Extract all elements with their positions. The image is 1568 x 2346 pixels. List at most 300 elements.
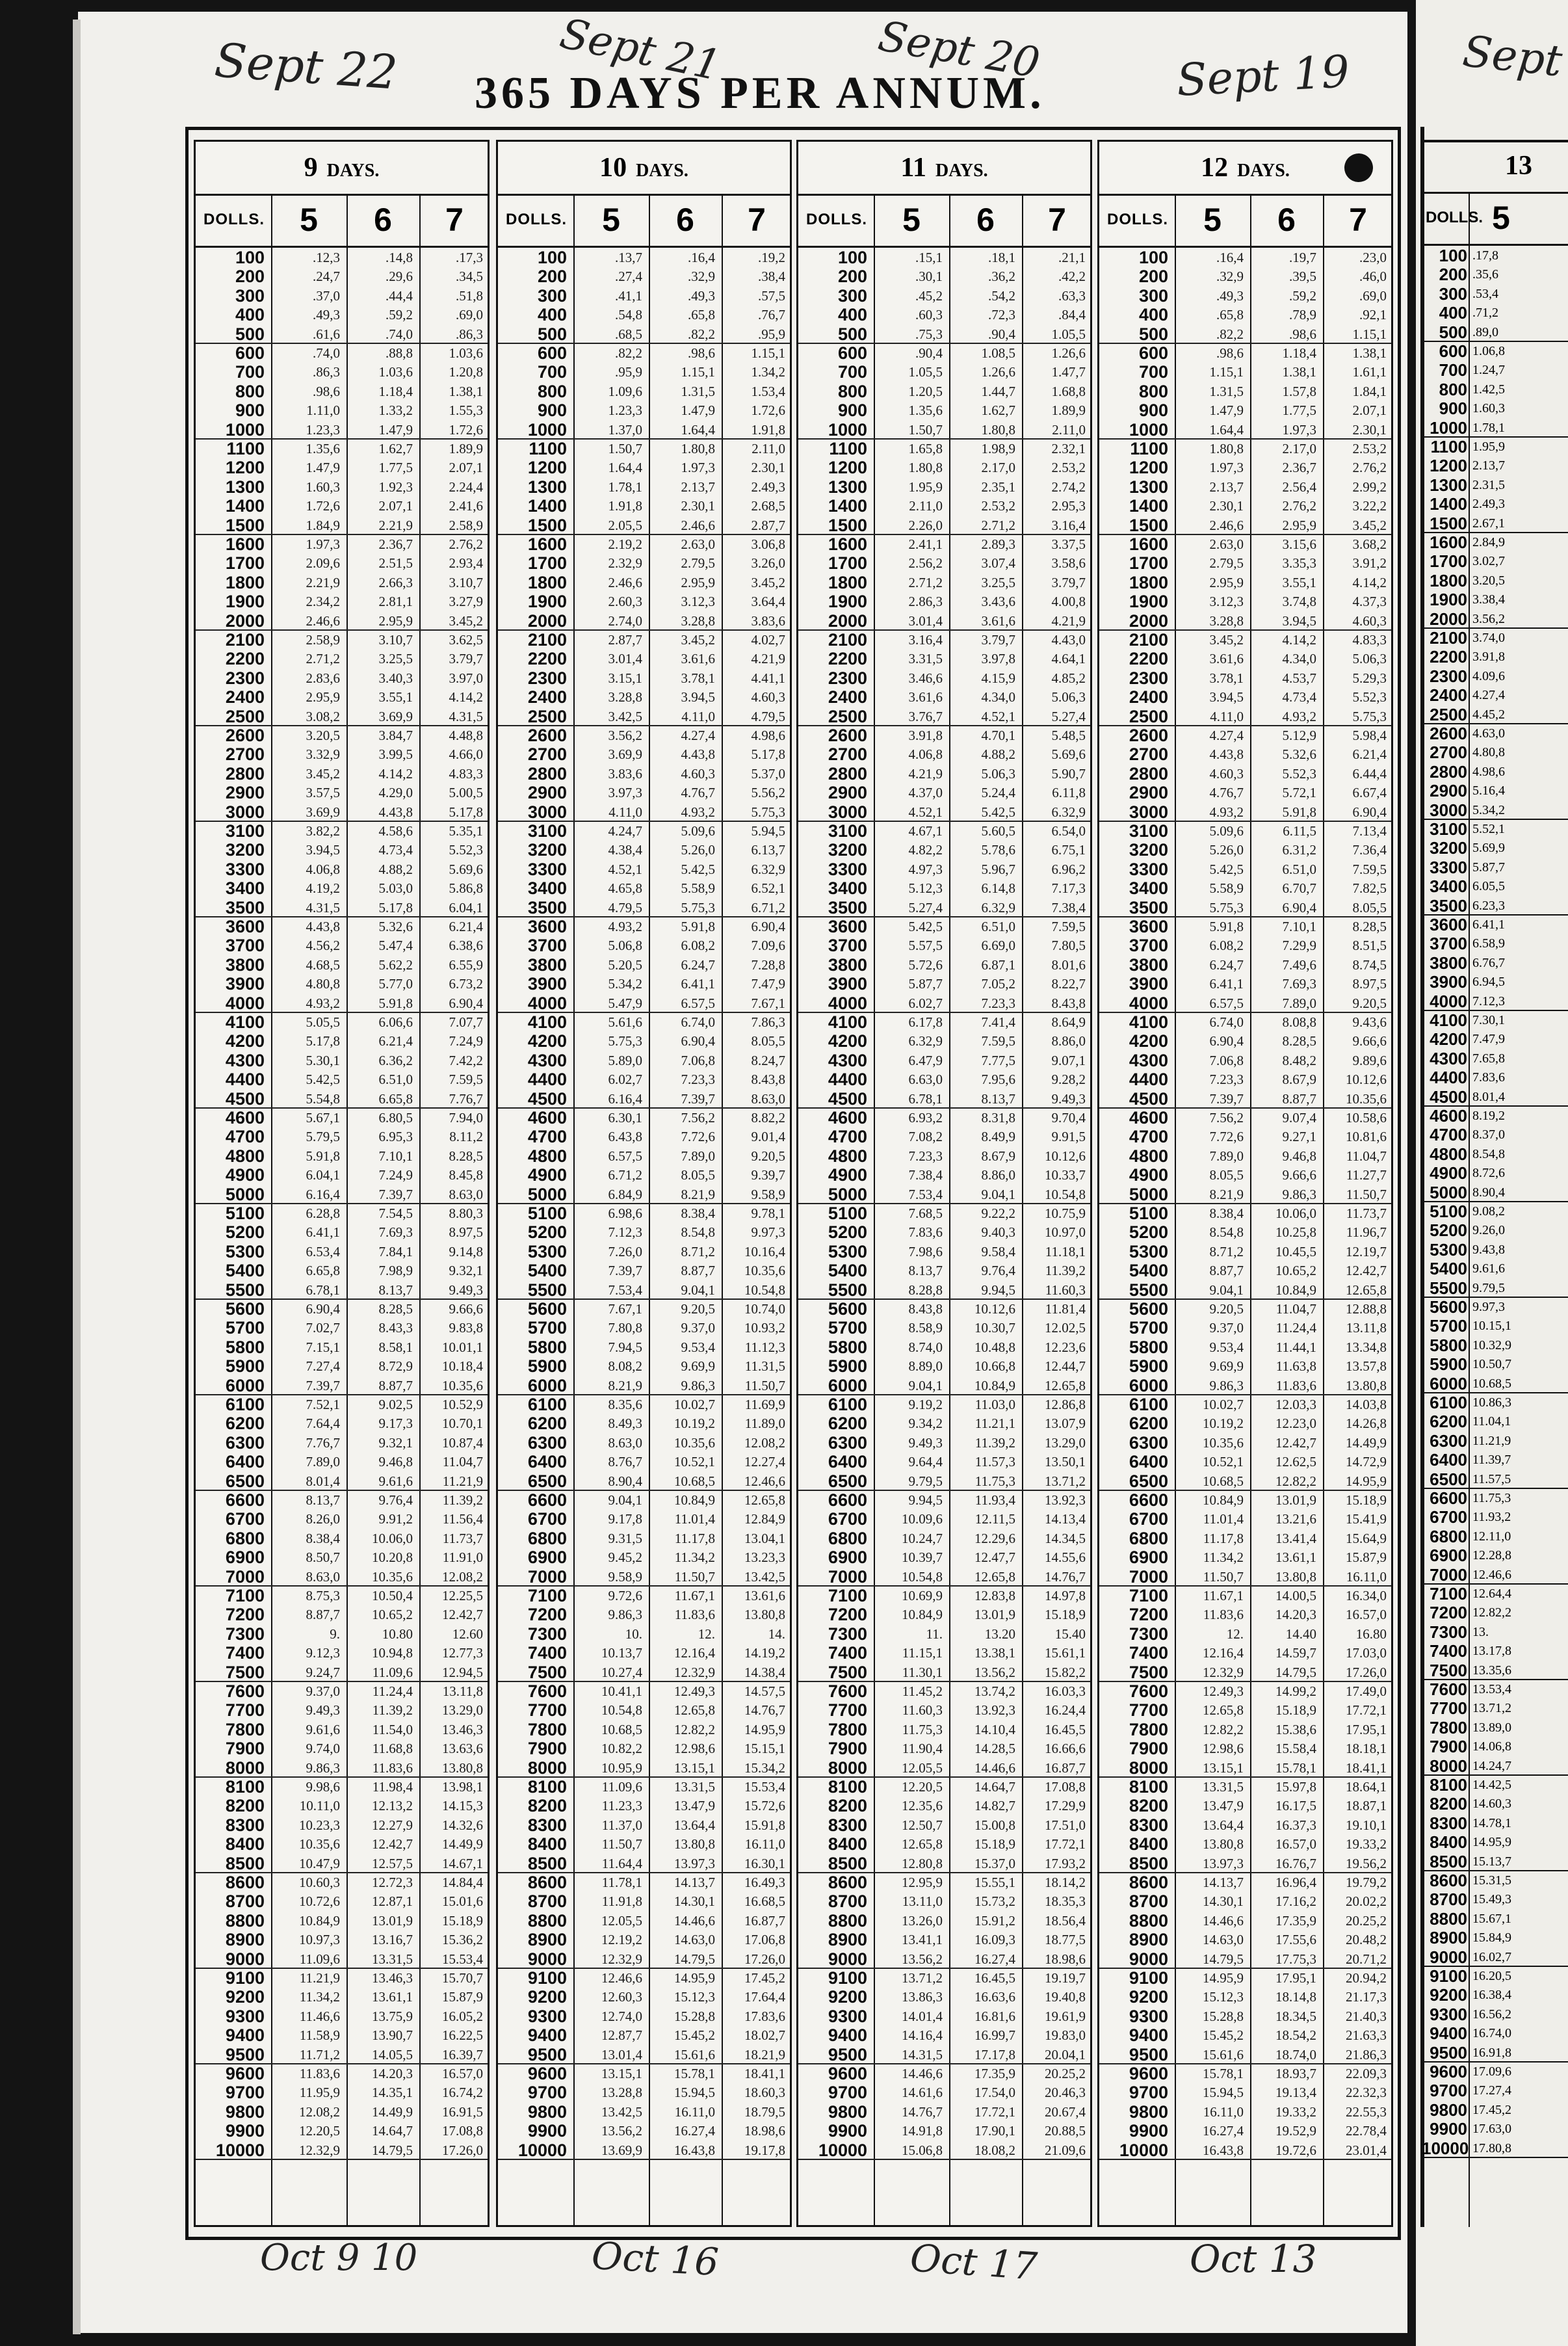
table-row [1099, 287, 1391, 306]
table-row [498, 1720, 790, 1739]
table-row [798, 2103, 1090, 2122]
interest-value: 1.09,6 [608, 383, 642, 399]
interest-value: 2.87,7 [608, 632, 642, 648]
dollar-amount: 9000 [828, 1949, 867, 1969]
dollar-amount: 6100 [527, 1395, 567, 1414]
interest-value: 17.93,2 [1045, 1855, 1086, 1871]
dollar-amount: 9300 [828, 2006, 867, 2026]
handwritten-note-bottom-3: Oct 17 [908, 2235, 1039, 2289]
interest-value: 2.74,0 [608, 613, 642, 629]
table-row [498, 1854, 790, 1873]
table-row [1099, 1414, 1391, 1433]
table-row [498, 669, 790, 688]
interest-value: 1.72,6 [751, 402, 785, 419]
interest-value: 6.32,9 [751, 861, 785, 877]
interest-value: 8.24,7 [751, 1052, 785, 1068]
interest-value: 10.33,7 [1045, 1167, 1086, 1183]
interest-value: .19,2 [758, 250, 785, 265]
dollar-amount: 3100 [225, 821, 265, 841]
interest-value: 11.93,2 [1472, 1510, 1511, 1525]
interest-value: 5.75,3 [1352, 708, 1387, 724]
interest-value: 5.75,3 [608, 1033, 642, 1049]
interest-value: 3.79,7 [981, 632, 1015, 648]
interest-value: 19.61,9 [1045, 2008, 1086, 2024]
interest-value: 11.24,4 [372, 1683, 413, 1699]
dollar-amount: 6800 [527, 1528, 567, 1548]
interest-value: 13.97,3 [1203, 1855, 1244, 1871]
dollar-amount: 7900 [828, 1739, 867, 1759]
interest-value: 8.54,8 [1209, 1224, 1244, 1241]
interest-value: 5.27,4 [1051, 708, 1086, 724]
dollar-amount: 4600 [225, 1108, 265, 1127]
interest-value: 2.11,0 [751, 441, 785, 456]
table-row [196, 1663, 488, 1682]
dollar-amount: 6400 [527, 1452, 567, 1472]
interest-value: 4.65,8 [608, 880, 642, 897]
table-row [1099, 2007, 1391, 2026]
interest-value: 9.74,0 [306, 1741, 340, 1757]
dollar-amount: 4400 [1430, 1068, 1467, 1088]
table-row [498, 899, 790, 917]
interest-value: 9.20,5 [1209, 1301, 1244, 1317]
dollar-amount: 8700 [828, 1891, 867, 1912]
interest-value: .23,0 [1359, 250, 1387, 265]
dollar-amount: 6000 [1129, 1375, 1168, 1395]
interest-value: 15.91,8 [744, 1817, 785, 1833]
interest-value: 1.26,6 [1051, 345, 1086, 361]
interest-value: 14.67,1 [442, 1855, 483, 1871]
interest-value: 4.83,3 [1352, 632, 1387, 648]
table-row [798, 573, 1090, 592]
table-row [1099, 765, 1391, 784]
dollar-amount: 9900 [527, 2121, 567, 2141]
interest-value: 2.30,1 [751, 460, 785, 476]
interest-value: 16.03,3 [1045, 1683, 1086, 1699]
table-row [196, 1319, 488, 1338]
interest-value: 8.45,8 [449, 1167, 483, 1183]
interest-value: 2.21,9 [306, 574, 340, 590]
table-row [1099, 1739, 1391, 1758]
interest-value: 7.23,3 [908, 1148, 943, 1164]
dollar-amount: 7900 [1129, 1739, 1168, 1759]
dollar-amount: 6700 [1430, 1507, 1467, 1527]
dollar-amount: 8500 [225, 1853, 265, 1873]
dollar-amount: 1900 [1430, 590, 1467, 610]
interest-value: 11.21,9 [299, 1970, 340, 1986]
interest-value: 6.63,0 [908, 1072, 943, 1088]
interest-value: 12.19,2 [601, 1932, 642, 1948]
table-row [196, 612, 488, 631]
interest-value: .60,3 [915, 307, 943, 323]
interest-value: 7.65,8 [1472, 1051, 1505, 1066]
interest-value: .46,0 [1359, 269, 1387, 285]
days-number: 12 [1201, 153, 1229, 183]
interest-value: 11.50,7 [601, 1836, 642, 1852]
interest-value: 17.83,6 [744, 2008, 785, 2024]
interest-value: 13.15,1 [674, 1760, 715, 1776]
interest-value: 1.34,2 [751, 364, 785, 380]
dollar-amount: 7500 [1430, 1660, 1467, 1680]
interest-value: 14.95,9 [1346, 1473, 1387, 1489]
interest-value: 6.32,9 [908, 1033, 943, 1049]
interest-value: 4.80,8 [306, 976, 340, 992]
table-row [798, 267, 1090, 286]
interest-value: 10.19,2 [1203, 1416, 1244, 1432]
interest-value: 5.30,1 [306, 1052, 340, 1068]
interest-value: 15.78,1 [1203, 2066, 1244, 2081]
interest-value: 6.02,7 [908, 995, 943, 1011]
dollar-amount: 2300 [1129, 668, 1168, 688]
interest-value: 11.01,4 [1203, 1511, 1244, 1527]
dollar-amount: 6800 [1129, 1528, 1168, 1548]
dollar-amount: 6100 [225, 1395, 265, 1414]
dollar-amount: 7900 [225, 1739, 265, 1759]
dollar-amount: 100 [235, 248, 265, 267]
dollar-amount: 6400 [828, 1452, 867, 1472]
dollar-amount: 8400 [1129, 1834, 1168, 1854]
interest-value: 14.20,3 [1275, 1607, 1316, 1623]
dollar-amount: 10000 [517, 2140, 567, 2160]
interest-value: 12.44,7 [1045, 1358, 1086, 1375]
interest-value: 2.53,2 [1051, 460, 1086, 476]
dollar-amount: 9800 [225, 2102, 265, 2122]
dollar-amount: 2800 [828, 763, 867, 784]
table-row [1099, 631, 1391, 650]
interest-value: 17.26,0 [744, 1951, 785, 1967]
interest-value: 12.57,5 [372, 1855, 413, 1871]
table-row [798, 1605, 1090, 1624]
table-row [798, 1453, 1090, 1471]
interest-value: 4.56,2 [306, 938, 340, 954]
interest-value: 6.90,4 [1209, 1033, 1244, 1049]
interest-value: .17,3 [456, 250, 483, 265]
dollar-amount: 500 [235, 324, 265, 344]
table-row [196, 1261, 488, 1280]
interest-value: 8.13,7 [306, 1492, 340, 1508]
dollar-amount: 4800 [1129, 1146, 1168, 1166]
rate-column-header: 6 [976, 202, 995, 238]
interest-value: 3.37,5 [1051, 536, 1086, 552]
dollar-amount: 9100 [527, 1968, 567, 1988]
table-row [196, 325, 488, 344]
dollar-amount: 8800 [1430, 1908, 1467, 1929]
interest-value: 2.34,2 [306, 594, 340, 610]
dollar-amount: 5400 [527, 1261, 567, 1281]
interest-value: 11.60,3 [902, 1702, 943, 1719]
dollar-amount: 6900 [1129, 1548, 1168, 1568]
interest-value: 15.58,4 [1275, 1741, 1316, 1757]
table-row [196, 1548, 488, 1567]
table-row [196, 745, 488, 764]
interest-value: 13.64,4 [1203, 1817, 1244, 1833]
interest-value: 4.27,4 [1472, 688, 1505, 703]
dollar-amount: 2400 [1129, 687, 1168, 707]
dollar-amount: 5600 [1430, 1297, 1467, 1317]
interest-value: 17.35,9 [974, 2066, 1015, 2081]
table-row [498, 1873, 790, 1892]
interest-value: 3.56,2 [1472, 611, 1505, 626]
dollar-amount: 4200 [1129, 1031, 1168, 1051]
dollar-amount: 9500 [225, 2044, 265, 2064]
interest-value: 16.57,0 [1275, 1836, 1316, 1852]
dollar-amount: 5800 [225, 1337, 265, 1357]
dollar-amount: 1900 [1129, 592, 1168, 612]
table-row [798, 1090, 1090, 1109]
interest-value: 9.37,0 [681, 1320, 715, 1336]
interest-value: 12.86,8 [1045, 1397, 1086, 1412]
interest-value: 2.07,1 [1352, 402, 1387, 419]
interest-value: 2.36,7 [1282, 460, 1316, 476]
dollar-amount: 600 [537, 343, 567, 363]
interest-value: 1.89,9 [449, 441, 483, 456]
dollar-amount: 3500 [1430, 895, 1467, 916]
interest-value: 7.39,7 [306, 1377, 340, 1393]
interest-value: 18.74,0 [1275, 2046, 1316, 2063]
interest-value: 2.35,1 [981, 479, 1015, 495]
interest-value: 12.25,5 [442, 1588, 483, 1603]
interest-value: 6.90,4 [449, 995, 483, 1011]
dollar-amount: 4200 [1430, 1029, 1467, 1049]
table-row [798, 363, 1090, 382]
interest-value: 2.46,6 [1209, 517, 1244, 533]
interest-value: 14.57,5 [744, 1683, 785, 1699]
interest-value: 5.87,7 [908, 976, 943, 992]
table-row [798, 1395, 1090, 1414]
table-row [798, 899, 1090, 917]
interest-value: 8.97,5 [1352, 976, 1387, 992]
dollar-amount: 5900 [527, 1356, 567, 1377]
interest-value: 2.13,7 [681, 479, 715, 495]
interest-value: 13.46,3 [372, 1970, 413, 1986]
dollar-amount: 4900 [527, 1165, 567, 1185]
table-row [1099, 612, 1391, 631]
interest-value: 3.84,7 [378, 728, 413, 743]
interest-value: .32,9 [1216, 269, 1244, 285]
interest-value: 1.98,9 [981, 441, 1015, 456]
interest-value: 7.28,8 [751, 956, 785, 973]
table-row [798, 784, 1090, 802]
dollar-amount: 1200 [828, 458, 867, 478]
table-row [498, 1281, 790, 1300]
interest-value: 2.11,0 [1052, 421, 1086, 438]
dollar-amount: 7500 [828, 1662, 867, 1682]
interest-value: 3.62,5 [449, 632, 483, 648]
interest-value: 7.69,3 [378, 1224, 413, 1241]
interest-value: 4.60,3 [1352, 613, 1387, 629]
interest-value: 1.23,3 [306, 421, 340, 438]
interest-value: 15.00,8 [974, 1817, 1015, 1833]
dollar-amount: 5900 [1430, 1354, 1467, 1375]
interest-value: 5.47,4 [378, 938, 413, 954]
interest-value: 12.49,3 [1203, 1683, 1244, 1699]
interest-value: 16.87,7 [1045, 1760, 1086, 1776]
interest-value: 7.38,4 [1051, 899, 1086, 916]
dollar-amount: 9000 [1430, 1947, 1467, 1967]
interest-value: 2.07,1 [449, 460, 483, 476]
dollar-amount: 8000 [527, 1758, 567, 1778]
interest-value: 9.27,1 [1282, 1129, 1316, 1145]
table-row [196, 688, 488, 707]
interest-value: 8.35,6 [608, 1397, 642, 1412]
dollar-amount: 9600 [225, 2064, 265, 2083]
interest-value: 13.46,3 [442, 1721, 483, 1737]
interest-value: 10.84,9 [1275, 1282, 1316, 1298]
interest-value: 12.49,3 [674, 1683, 715, 1699]
dollar-amount: 1800 [1430, 570, 1467, 590]
dollar-amount: 400 [537, 305, 567, 325]
table-row [1099, 1988, 1391, 2007]
interest-value: 16.76,7 [1275, 1855, 1316, 1871]
interest-value: 11.39,2 [442, 1492, 483, 1508]
interest-value: 2.66,3 [378, 574, 413, 590]
table-row [1099, 784, 1391, 802]
interest-value: 4.58,6 [378, 823, 413, 839]
interest-value: 10.69,9 [902, 1588, 943, 1603]
dollar-amount: 1400 [828, 496, 867, 516]
dollar-amount: 6500 [828, 1471, 867, 1491]
interest-value: 16.11,0 [744, 1836, 785, 1852]
interest-value: 12.42,7 [372, 1836, 413, 1852]
interest-value: 9.37,0 [306, 1683, 340, 1699]
interest-value: 4.06,8 [908, 746, 943, 763]
rule-line [1420, 140, 1568, 142]
interest-value: .63,3 [1058, 287, 1086, 304]
interest-value: 12.29,6 [974, 1530, 1015, 1546]
table-row [498, 535, 790, 554]
interest-value: 10.97,3 [299, 1932, 340, 1948]
interest-value: 2.56,2 [908, 555, 943, 572]
table-row [196, 382, 488, 401]
interest-value: 9.89,6 [1352, 1052, 1387, 1068]
interest-value: 9.58,9 [608, 1568, 642, 1585]
interest-value: 16.11,0 [1203, 2103, 1244, 2120]
table-row [196, 2122, 488, 2141]
interest-value: 12.80,8 [902, 1855, 943, 1871]
interest-value: 9.04,1 [608, 1492, 642, 1508]
interest-value: 10.68,5 [674, 1473, 715, 1489]
table-row [498, 1453, 790, 1471]
dollar-amount: 4500 [828, 1088, 867, 1109]
days-number: 10 [599, 153, 627, 183]
interest-value: 4.63,0 [1472, 726, 1505, 741]
interest-value: 9. [330, 1626, 340, 1642]
interest-value: 7.84,1 [378, 1243, 413, 1259]
interest-value: 9.97,3 [1472, 1300, 1505, 1314]
interest-value: 8.26,0 [306, 1511, 340, 1527]
interest-value: 9.86,3 [608, 1607, 642, 1623]
dollar-amount: 8800 [828, 1910, 867, 1931]
interest-value: 13.35,6 [1472, 1663, 1511, 1678]
interest-value: 6.51,0 [1282, 861, 1316, 877]
interest-value: 13.31,5 [674, 1779, 715, 1795]
dollar-amount: 700 [537, 362, 567, 382]
interest-value: 15.36,2 [442, 1932, 483, 1948]
interest-value: 13.28,8 [601, 2085, 642, 2101]
interest-value: 3.45,2 [681, 632, 715, 648]
interest-value: 17.35,9 [1275, 1912, 1316, 1929]
interest-value: 7.56,2 [1209, 1110, 1244, 1126]
interest-value: 13.80,8 [1346, 1377, 1387, 1393]
ink-mark-icon [1340, 150, 1377, 186]
interest-value: 11.75,3 [974, 1473, 1015, 1489]
interest-value: 7.23,3 [681, 1072, 715, 1088]
interest-value: 11.21,9 [442, 1473, 483, 1489]
interest-value: 10.41,1 [601, 1683, 642, 1699]
table-row [498, 1969, 790, 1988]
interest-value: 12.65,8 [1346, 1282, 1387, 1298]
dollar-amount: 6000 [828, 1375, 867, 1395]
table-row [798, 1472, 1090, 1491]
table-row [498, 458, 790, 477]
table-row [798, 1013, 1090, 1032]
dollar-amount: 1700 [527, 553, 567, 573]
interest-value: 10.60,3 [299, 1875, 340, 1890]
interest-value: 8.43,8 [908, 1301, 943, 1317]
dollar-amount: 900 [235, 401, 265, 421]
dollar-amount: 2100 [527, 630, 567, 650]
interest-value: 6.65,8 [306, 1263, 340, 1279]
interest-value: 3.32,9 [306, 746, 340, 763]
table-row [498, 1663, 790, 1682]
dollar-amount: 7400 [225, 1643, 265, 1663]
interest-value: 10.18,4 [442, 1358, 483, 1375]
interest-value: 1.64,4 [608, 460, 642, 476]
dollar-amount: 2100 [225, 630, 265, 650]
table-row [498, 2141, 790, 2160]
dollar-amount: 8900 [1430, 1928, 1467, 1948]
interest-value: .49,3 [688, 287, 715, 304]
interest-value: 7.23,3 [1209, 1072, 1244, 1088]
interest-value: 6.75,1 [1051, 842, 1086, 858]
dollar-amount: 6300 [1129, 1432, 1168, 1453]
table-row [196, 344, 488, 363]
interest-value: 15.12,3 [1203, 1989, 1244, 2005]
interest-value: 9.78,1 [751, 1206, 785, 1221]
interest-value: 1.35,6 [306, 441, 340, 456]
interest-value: 8.13,7 [378, 1282, 413, 1298]
dollar-amount: 1700 [225, 553, 265, 573]
dollar-amount: 8100 [527, 1777, 567, 1797]
interest-value: 4.93,2 [608, 919, 642, 934]
interest-value: 13.50,1 [1045, 1454, 1086, 1470]
dollar-amount: 3000 [828, 802, 867, 822]
interest-value: 6.05,5 [1472, 879, 1505, 894]
interest-value: 11.17,8 [1203, 1530, 1244, 1546]
dollar-amount: 7000 [1430, 1564, 1467, 1585]
dollar-amount: 5800 [527, 1337, 567, 1357]
interest-value: 9.70,4 [1051, 1110, 1086, 1126]
interest-value: 14.31,5 [902, 2046, 943, 2063]
table-row [498, 1434, 790, 1453]
interest-value: 8.31,8 [981, 1110, 1015, 1126]
interest-value: 7.39,7 [378, 1186, 413, 1202]
dollar-amount: 6100 [828, 1395, 867, 1414]
interest-value: 13.41,4 [1275, 1530, 1316, 1546]
interest-value: 10.86,3 [1472, 1395, 1511, 1410]
table-row [498, 1797, 790, 1815]
dollar-amount: 8100 [1129, 1777, 1168, 1797]
dollar-amount: 600 [837, 343, 867, 363]
interest-value: 7.89,0 [1209, 1148, 1244, 1164]
dollar-amount: 1000 [828, 419, 867, 440]
block-header [1099, 142, 1391, 196]
interest-value: 12.62,5 [1275, 1454, 1316, 1470]
interest-value: 11.67,1 [674, 1588, 715, 1603]
interest-value: 1.80,8 [1209, 441, 1244, 456]
dollar-amount: 7200 [527, 1605, 567, 1625]
interest-value: .82,2 [1216, 326, 1244, 342]
dollar-amount: 4200 [527, 1031, 567, 1051]
